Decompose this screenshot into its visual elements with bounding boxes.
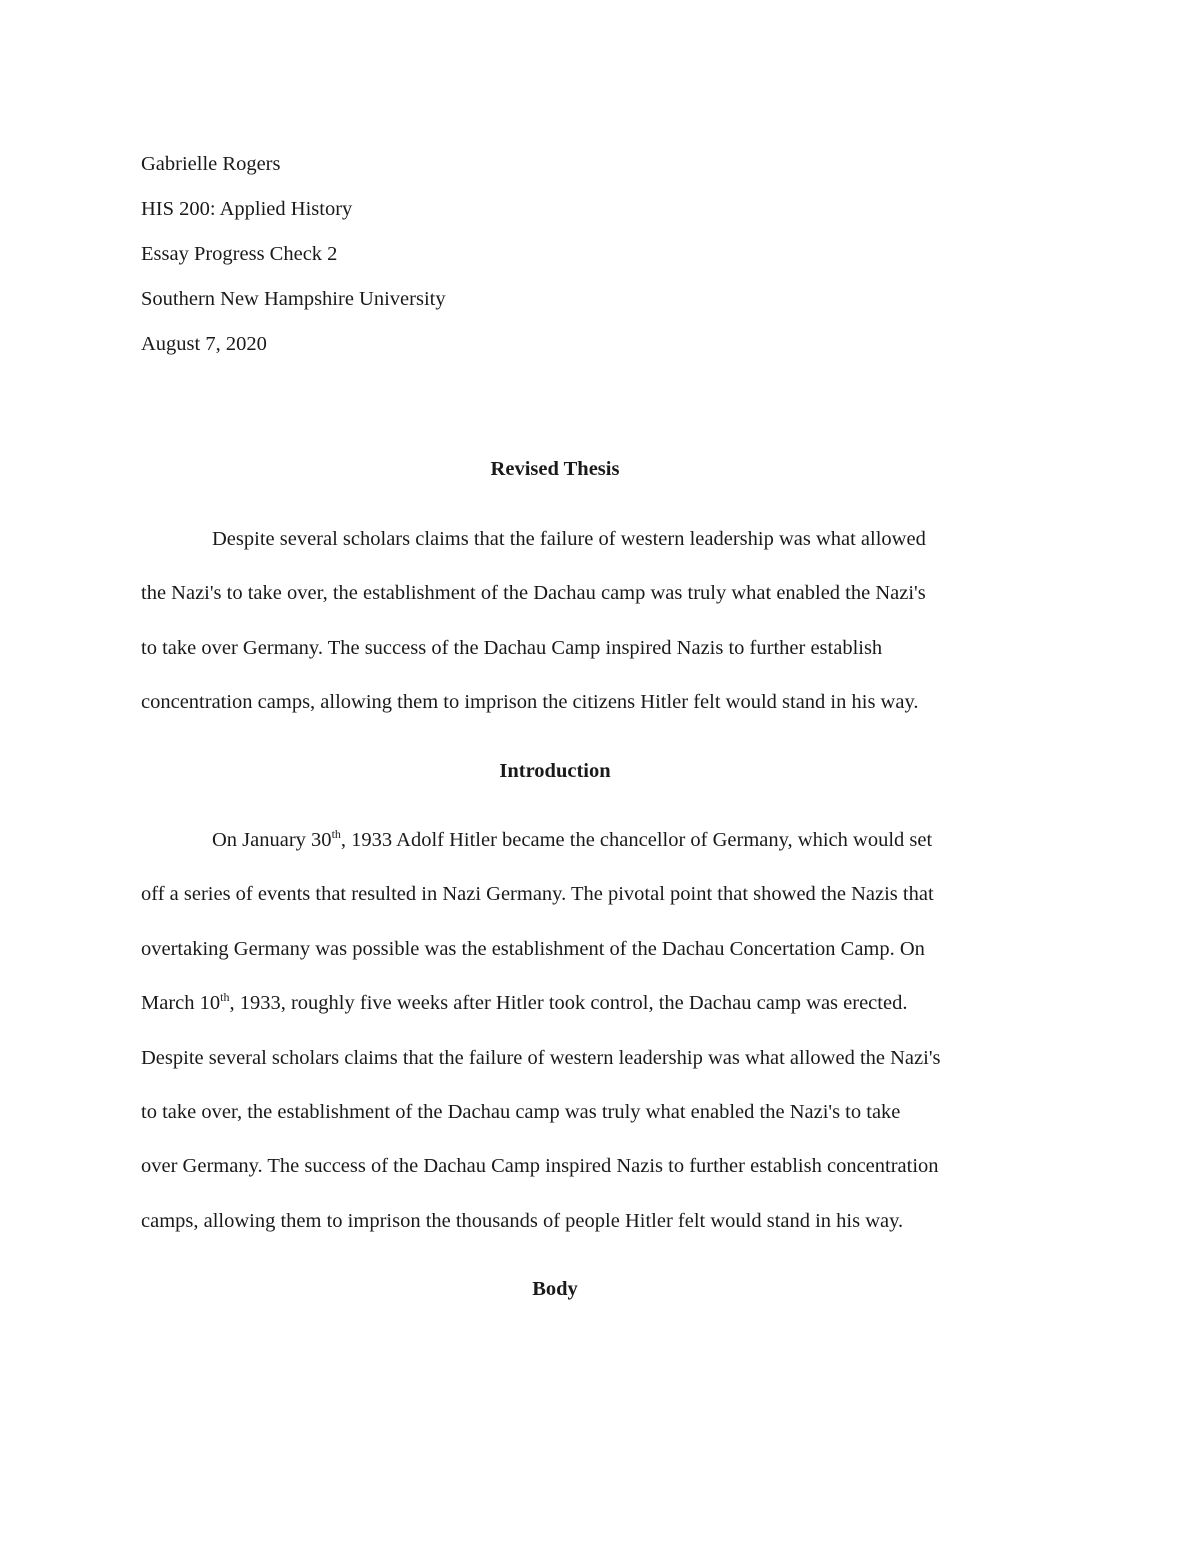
document-header — [141, 142, 1061, 367]
ordinal-suffix: th — [331, 827, 341, 842]
ordinal-suffix: th — [220, 990, 230, 1005]
paragraph-line: concentration camps, allowing them to imprison the citizens Hitler felt would stand in his way. — [141, 691, 919, 714]
line-text: March 10 — [141, 992, 221, 1015]
school-name: Southern New Hampshire University — [141, 288, 446, 310]
thesis-paragraph — [141, 525, 1061, 743]
author-name: Gabrielle Rogers — [141, 153, 281, 175]
paragraph-line: Despite several scholars claims that the failure of western leadership was what allowed the Nazi's — [141, 1046, 941, 1069]
introduction-heading: Introduction — [499, 760, 611, 782]
paragraph-line: Despite several scholars claims that the failure of western leadership was what allowed — [212, 528, 926, 550]
assignment-title: Essay Progress Check 2 — [141, 243, 338, 265]
revised-thesis-heading: Revised Thesis — [490, 458, 620, 480]
paragraph-line — [141, 989, 1061, 1043]
paragraph-line: overtaking Germany was possible was the establishment of the Dachau Concertation Camp. On — [141, 937, 925, 960]
paragraph-line: off a series of events that resulted in Nazi Germany. The pivotal point that showed the Nazis that — [141, 883, 934, 906]
paragraph-line: to take over, the establishment of the Dachau camp was truly what enabled the Nazi's to take — [141, 1100, 901, 1123]
paragraph-line — [141, 826, 1061, 880]
line-text: On January 30 — [212, 829, 332, 851]
course-name: HIS 200: Applied History — [141, 198, 353, 220]
paragraph-line: to take over Germany. The success of the Dachau Camp inspired Nazis to further establish — [141, 636, 883, 659]
document-date: August 7, 2020 — [141, 333, 267, 355]
introduction-paragraph — [141, 826, 1061, 1261]
line-text: , 1933 Adolf Hitler became the chancellor of Germany, which would set — [340, 829, 933, 851]
paragraph-line: over Germany. The success of the Dachau Camp inspired Nazis to further establish concentration — [141, 1155, 939, 1178]
line-text: , 1933, roughly five weeks after Hitler took control, the Dachau camp was erected. — [229, 992, 908, 1015]
paragraph-line: the Nazi's to take over, the establishment of the Dachau camp was truly what enabled the Nazi's — [141, 582, 926, 605]
body-heading: Body — [532, 1278, 578, 1300]
paragraph-line: camps, allowing them to imprison the thousands of people Hitler felt would stand in his way. — [141, 1209, 904, 1232]
